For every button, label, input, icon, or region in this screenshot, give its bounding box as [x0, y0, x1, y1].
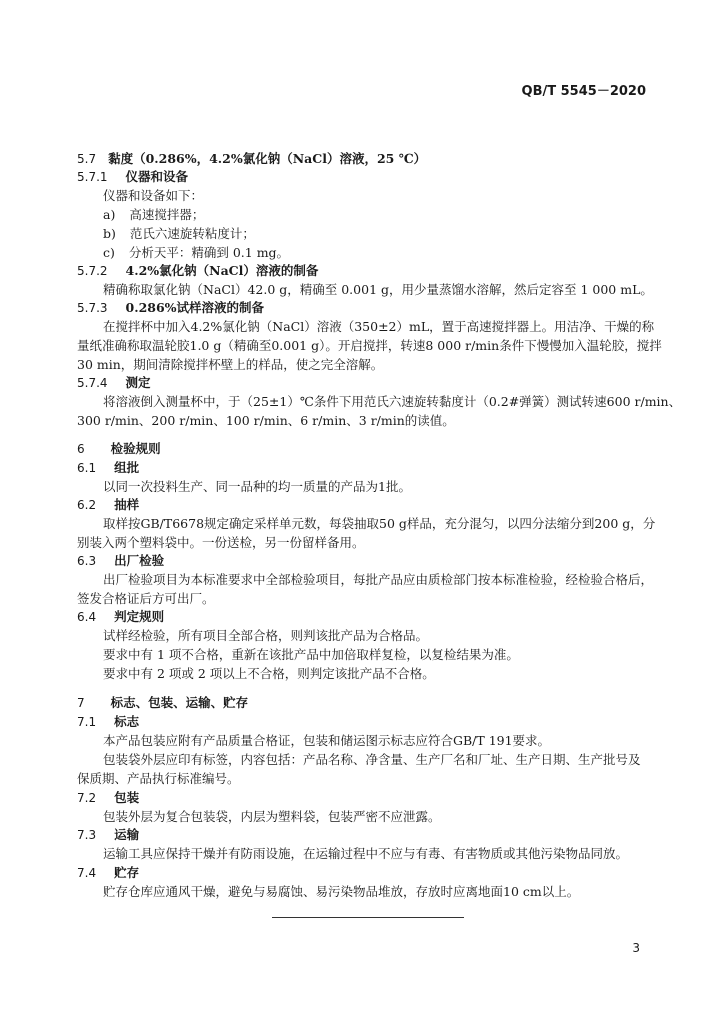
- section-7-1-body-line: 保质期、产品执行标准编号。: [77, 771, 240, 786]
- section-6-4-body-line: 试样经检验，所有项目全部合格，则判该批产品为合格品。: [103, 628, 429, 643]
- section-5-7-3-body-line: 30 min，期间清除搅拌杯壁上的样品，使之完全溶解。: [77, 357, 384, 372]
- section-6-4-body-line: 要求中有 1 项不合格，重新在该批产品中加倍取样复检，以复检结果为准。: [103, 647, 519, 662]
- section-6-2-body-line: 别装入两个塑料袋中。一份送检，另一份留样备用。: [77, 535, 365, 550]
- section-6-heading: 6 检验规则: [77, 441, 161, 456]
- section-5-7-3-body-line: 在搅拌杯中加入4.2%氯化钠（NaCl）溶液（350±2）mL，置于高速搅拌器上。用洁净、干燥的称: [103, 319, 655, 334]
- section-7-3-heading: 7.3 运输: [77, 827, 140, 842]
- section-6-4-heading: 6.4 判定规则: [77, 609, 165, 624]
- section-6-1-body: 以同一次投料生产、同一品种的均一质量的产品为1批。: [103, 479, 411, 494]
- section-6-3-body-line: 出厂检验项目为本标准要求中全部检验项目，每批产品应由质检部门按本标准检验，经检验合格后，: [103, 572, 654, 587]
- standard-code: QB/T 5545－2020: [521, 84, 646, 99]
- section-5-7-1-intro: 仪器和设备如下：: [103, 188, 204, 203]
- section-5-7-4-body-line: 将溶液倒入测量杯中，于（25±1）℃条件下用范氏六速旋转黏度计（0.2#弹簧）测试转速600 r/min、: [103, 394, 682, 409]
- section-7-heading: 7 标志、包装、运输、贮存: [77, 695, 249, 710]
- list-item: a) 高速搅拌器；: [103, 207, 205, 222]
- list-item: c) 分析天平：精确到 0.1 mg。: [103, 245, 290, 260]
- page-number: 3: [632, 941, 640, 955]
- section-5-7-1-heading: 5.7.1 仪器和设备: [77, 169, 189, 184]
- section-6-3-body-line: 签发合格证后方可出厂。: [77, 591, 215, 606]
- section-7-1-body-line: 包装袋外层应印有标签，内容包括：产品名称、净含量、生产厂名和厂址、生产日期、生产批号及: [103, 752, 641, 767]
- section-6-1-heading: 6.1 组批: [77, 460, 140, 475]
- section-7-2-heading: 7.2 包装: [77, 790, 140, 805]
- section-5-7-2-heading: 5.7.2 4.2%氯化钠（NaCl）溶液的制备: [77, 263, 319, 278]
- section-5-7-3-body-line: 量纸准确称取温轮胶1.0 g（精确至0.001 g）。开启搅拌，转速8 000 r/min条件下慢慢加入温轮胶，搅拌: [77, 338, 662, 353]
- section-5-7-4-body-line: 300 r/min、200 r/min、100 r/min、6 r/min、3 r/min的读值。: [77, 413, 455, 428]
- section-7-1-heading: 7.1 标志: [77, 714, 140, 729]
- section-5-7-3-heading: 5.7.3 0.286%试样溶液的制备: [77, 300, 265, 315]
- section-6-2-heading: 6.2 抽样: [77, 497, 140, 512]
- section-6-2-body-line: 取样按GB/T6678规定确定采样单元数，每袋抽取50 g样品，充分混匀，以四分法缩分到200 g，分: [103, 516, 656, 531]
- section-6-3-heading: 6.3 出厂检验: [77, 553, 165, 568]
- section-5-7-heading: 5.7 黏度（0.286%，4.2%氯化钠（NaCl）溶液，25 ℃）: [77, 151, 427, 166]
- footer-divider: [272, 917, 464, 918]
- section-7-4-body: 贮存仓库应通风干燥，避免与易腐蚀、易污染物品堆放，存放时应离地面10 cm以上。: [103, 884, 580, 899]
- section-7-3-body: 运输工具应保持干燥并有防雨设施，在运输过程中不应与有毒、有害物质或其他污染物品同放。: [103, 846, 629, 861]
- section-7-2-body: 包装外层为复合包装袋，内层为塑料袋，包装严密不应泄露。: [103, 809, 441, 824]
- section-5-7-2-body: 精确称取氯化钠（NaCl）42.0 g，精确至 0.001 g，用少量蒸馏水溶解，然后定容至 1 000 mL。: [103, 282, 653, 297]
- section-6-4-body-line: 要求中有 2 项或 2 项以上不合格，则判定该批产品不合格。: [103, 666, 435, 681]
- section-5-7-4-heading: 5.7.4 测定: [77, 375, 151, 390]
- section-7-1-body-line: 本产品包装应附有产品质量合格证，包装和储运图示标志应符合GB/T 191要求。: [103, 733, 551, 748]
- section-7-4-heading: 7.4 贮存: [77, 865, 140, 880]
- list-item: b) 范氏六速旋转粘度计；: [103, 226, 255, 241]
